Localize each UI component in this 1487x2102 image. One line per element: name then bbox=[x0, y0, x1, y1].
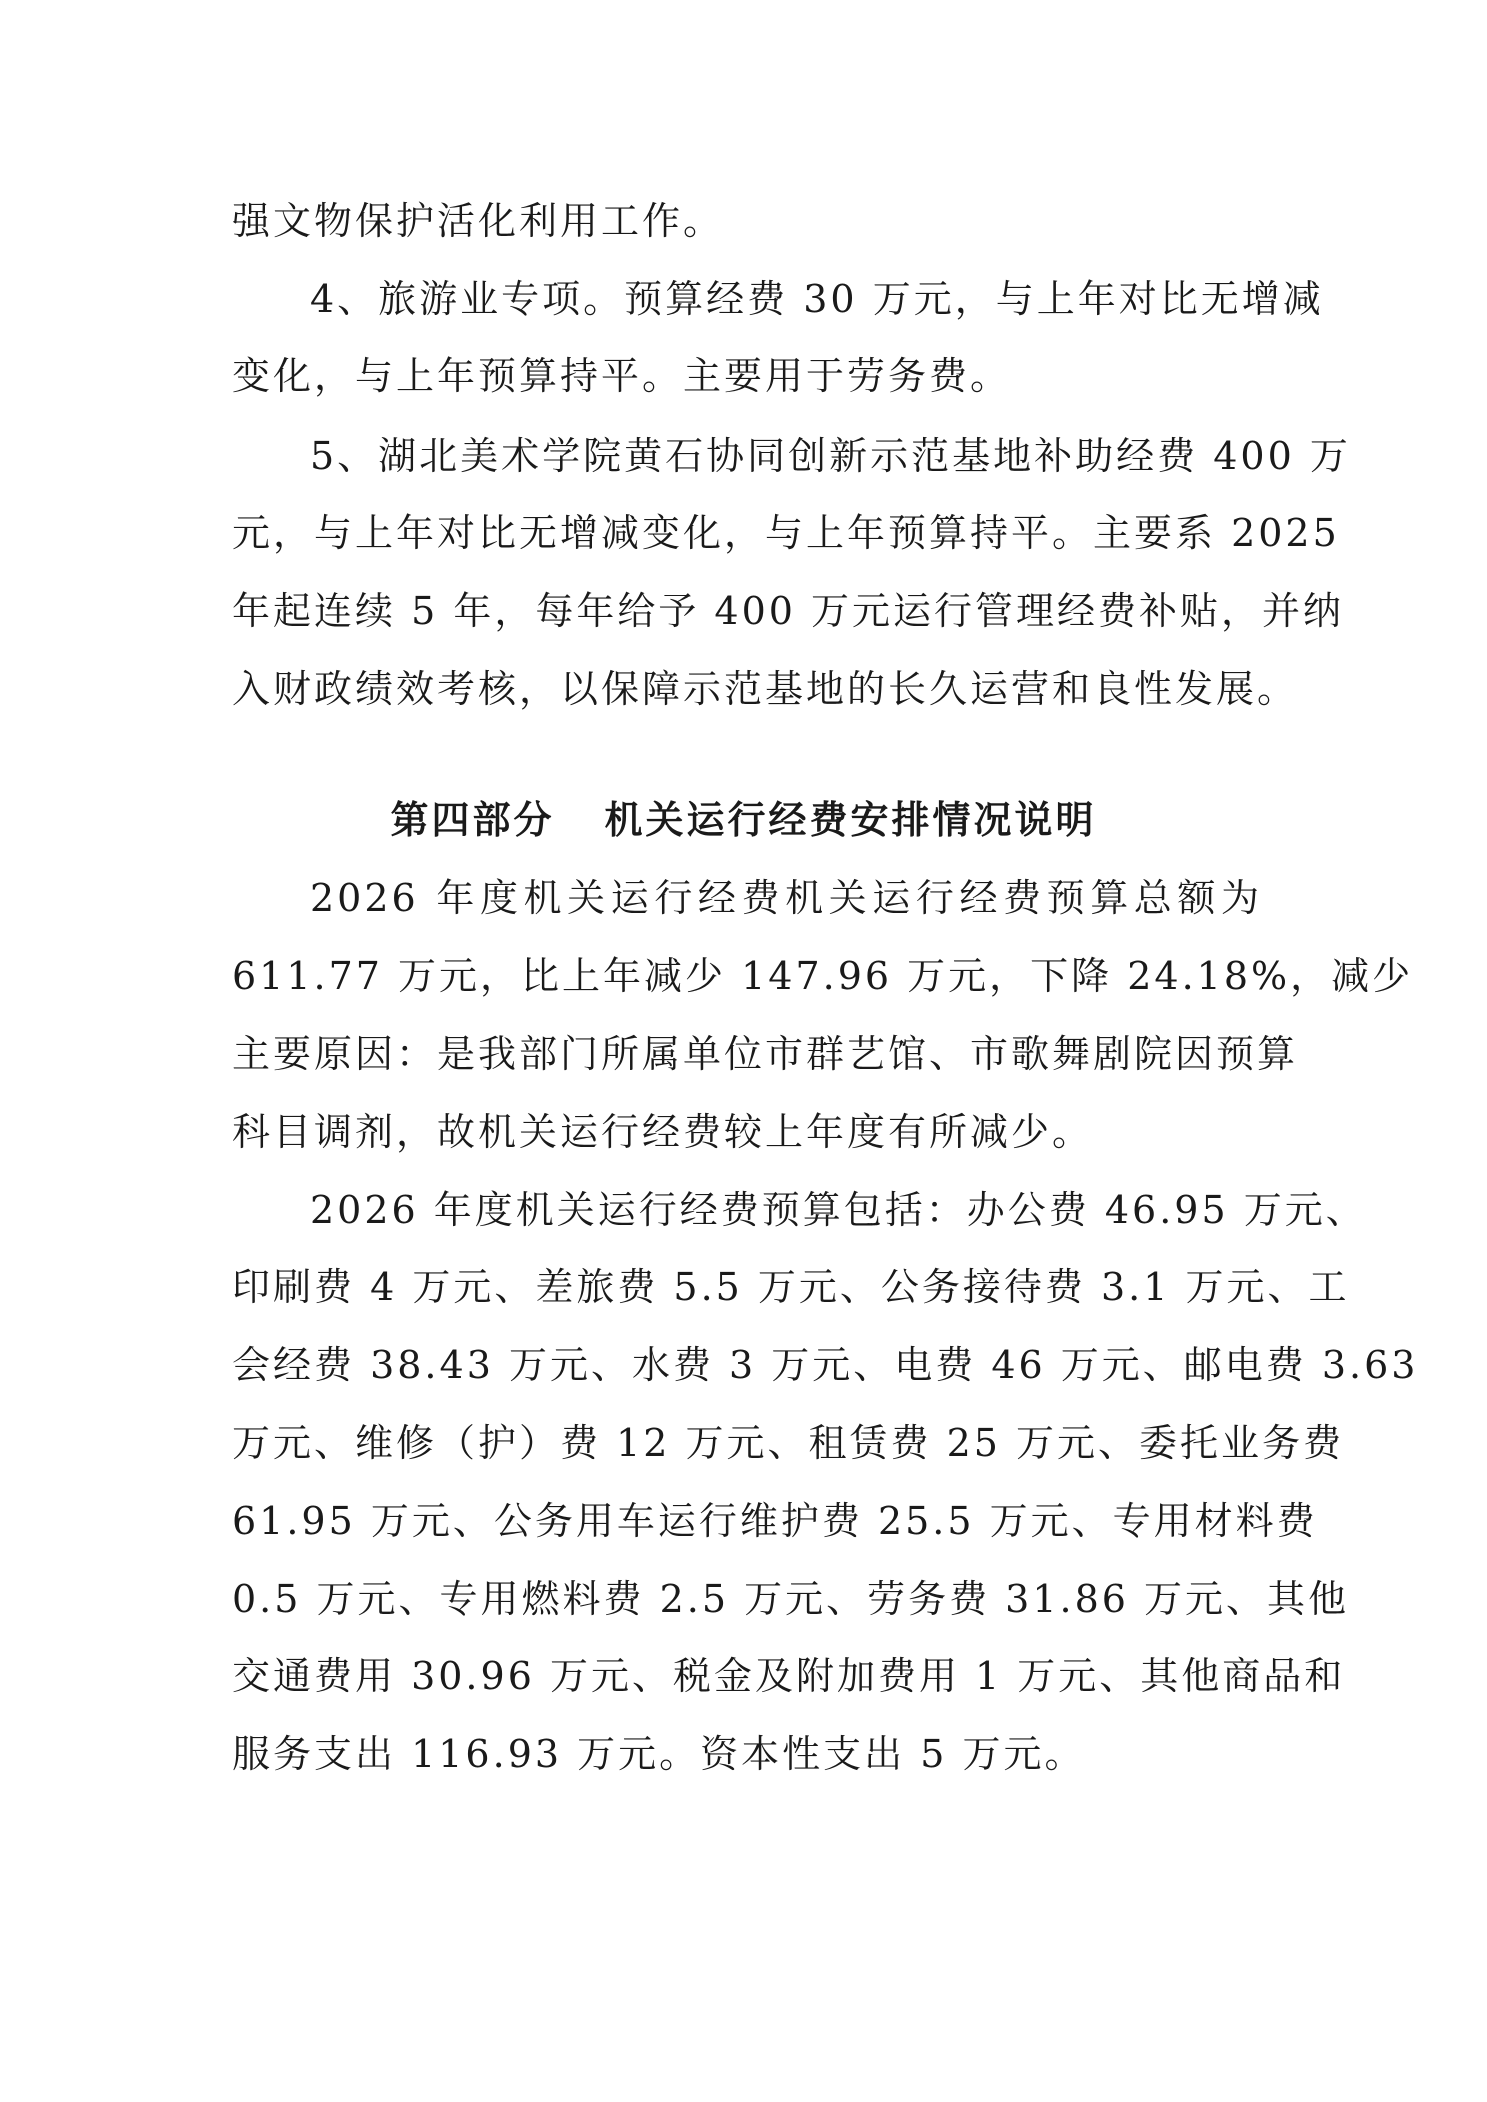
paragraph-line: 科目调剂，故机关运行经费较上年度有所减少。 bbox=[232, 1110, 1094, 1154]
paragraph-line: 2026 年度机关运行经费机关运行经费预算总额为 bbox=[310, 876, 1262, 920]
paragraph-line: 交通费用 30.96 万元、税金及附加费用 1 万元、其他商品和 bbox=[232, 1654, 1346, 1698]
paragraph-line: 万元、维修（护）费 12 万元、租赁费 25 万元、委托业务费 bbox=[232, 1421, 1345, 1465]
paragraph-line: 变化，与上年预算持平。主要用于劳务费。 bbox=[232, 354, 1012, 398]
section-heading bbox=[0, 796, 1487, 844]
paragraph-line: 2026 年度机关运行经费预算包括：办公费 46.95 万元、 bbox=[310, 1188, 1367, 1232]
paragraph-line: 印刷费 4 万元、差旅费 5.5 万元、公务接待费 3.1 万元、工 bbox=[232, 1265, 1350, 1309]
paragraph-line: 5、湖北美术学院黄石协同创新示范基地补助经费 400 万 bbox=[310, 434, 1351, 478]
paragraph-line: 0.5 万元、专用燃料费 2.5 万元、劳务费 31.86 万元、其他 bbox=[232, 1577, 1350, 1621]
paragraph-line: 元，与上年对比无增减变化，与上年预算持平。主要系 2025 bbox=[232, 511, 1340, 555]
paragraph-line: 611.77 万元，比上年减少 147.96 万元，下降 24.18%，减少 bbox=[232, 954, 1414, 998]
paragraph-line: 61.95 万元、公务用车运行维护费 25.5 万元、专用材料费 bbox=[232, 1499, 1318, 1543]
section-heading-title: 机关运行经费安排情况说明 bbox=[604, 797, 1097, 842]
section-heading-part: 第四部分 bbox=[390, 797, 555, 842]
paragraph-line: 4、旅游业专项。预算经费 30 万元，与上年对比无增减 bbox=[310, 277, 1324, 321]
paragraph-line: 年起连续 5 年，每年给予 400 万元运行管理经费补贴，并纳 bbox=[232, 589, 1345, 633]
paragraph-line: 强文物保护活化利用工作。 bbox=[232, 199, 725, 243]
paragraph-line: 主要原因：是我部门所属单位市群艺馆、市歌舞剧院因预算 bbox=[232, 1032, 1299, 1076]
paragraph-line: 会经费 38.43 万元、水费 3 万元、电费 46 万元、邮电费 3.63 bbox=[232, 1343, 1419, 1387]
paragraph-line: 入财政绩效考核，以保障示范基地的长久运营和良性发展。 bbox=[232, 667, 1299, 711]
paragraph-line: 服务支出 116.93 万元。资本性支出 5 万元。 bbox=[232, 1732, 1086, 1776]
